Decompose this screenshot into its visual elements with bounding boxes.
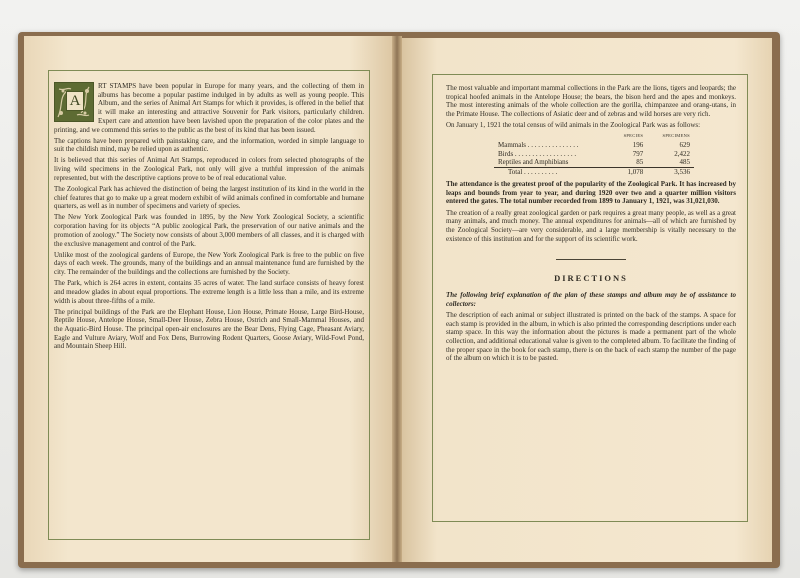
paragraph: The most valuable and important mammal collections in the Park are the lions, tigers and leopards; the tropical hoofed animals in the Antelope House; the bears, the bison herd and the apes and monkeys. The most interesting animals of the whole collection are the gorilla, chimpanzee and orang-utans, in the Primate House. The collections of Asiatic deer and of zebras and wild horses are very rich. xyxy=(446,84,736,119)
census-specimens: 485 xyxy=(679,158,690,166)
paragraph: On January 1, 1921 the total census of wild animals in the Zoological Park was as follows: xyxy=(446,121,701,130)
census-total-specimens: 3,536 xyxy=(647,167,694,176)
paragraph: It is believed that this series of Animal Art Stamps, reproduced in colors from selected photographs of the living wild specimens in the Zoological Park, not only will give a truthful impression of the animals represented, but with the descriptive captions prove to be of real educational value. xyxy=(54,156,364,182)
table-row: Birds . . . . . . . . . . . . . . . . . . 797 2,422 xyxy=(494,150,694,159)
table-row: Total . . . . . . . . . . 1,078 3,536 xyxy=(494,167,694,176)
right-page-text xyxy=(446,84,736,365)
drop-cap-letter: A xyxy=(66,91,84,111)
census-table xyxy=(494,132,694,176)
census-header-specimens: SPECIMENS xyxy=(662,133,690,139)
census-total-label: Total xyxy=(508,167,523,176)
paragraph-attendance: The attendance is the greatest proof of the popularity of the Zoological Park. It has increased by leaps and bounds from year to year, and during 1920 over two and a quarter million visitors entered the gates. The total number recorded from 1899 to January 1, 1921, was 31,021,030. xyxy=(446,180,736,206)
divider xyxy=(556,259,626,260)
census-header-species: SPECIES xyxy=(623,133,644,139)
census-species: 797 xyxy=(632,149,644,158)
paragraph: The New York Zoological Park was founded in 1895, by the New York Zoological Society, a scientific corporation having for its objects “A public zoological Park, the preservation of our native animals and the promotion of zoology.” The Society now consists of about 3,000 members of all classes, and it is charged with the exclusive management and control of the Park. xyxy=(54,213,364,248)
paragraph: The Park, which is 264 acres in extent, contains 35 acres of water. The land surface consists of heavy forest and meadow glades in about equal proportions. The extreme length is a little less than a mile, and its extreme width is about three-fifths of a mile. xyxy=(54,279,364,305)
book-gutter xyxy=(392,36,402,562)
directions-intro: The following brief explanation of the plan of these stamps and album may be of assistance to collectors: xyxy=(446,291,736,308)
paragraph: The captions have been prepared with painstaking care, and the information, worded in simple language to suit the childish mind, may be relied upon as authentic. xyxy=(54,136,364,154)
left-page-text xyxy=(54,82,364,354)
paragraph: The description of each animal or subject illustrated is printed on the back of the stamps. A space for each stamp is provided in the album, in which is also printed the corresponding descriptions under each stamp space. In this way the information about the pictures is made a permanent part of the whole collection, and additional educational value is given to the completed album. To facilitate the finding of the proper space in the book for each stamp, there is on the back of each stamp the number of the page of the album on which it is to be pasted. xyxy=(446,310,736,363)
census-label: Mammals xyxy=(498,141,526,149)
census-label: Reptiles and Amphibians xyxy=(498,158,569,166)
census-label: Birds xyxy=(498,149,514,158)
directions-heading: DIRECTIONS xyxy=(554,273,628,284)
paragraph: The Zoological Park has achieved the distinction of being the largest institution of its kind in the world in the chief features that go to make up a great modern exhibit of wild animals confined in comfortable and humane quarters, as well as in number of specimens and variety of species. xyxy=(54,184,364,211)
census-species: 85 xyxy=(636,158,644,166)
paragraph: Unlike most of the zoological gardens of Europe, the New York Zoological Park is free to the public on five days of each week. The grounds, many of the buildings and an annual maintenance fund are furnished by the city. The remainder of the buildings and the collections are furnished by the Society. xyxy=(54,250,364,277)
census-specimens: 629 xyxy=(679,141,690,149)
paragraph: The principal buildings of the Park are the Elephant House, Lion House, Primate House, Large Bird-House, Reptile House, Antelope House, Small-Deer House, Zebra House, Ostrich and Small-Mammal Houses, and the Aquatic-Bird House. The principal open-air enclosures are the Bear Dens, Flying Cage, Pheasant Aviary, Eagle and Vulture Aviary, Wolf and Fox Dens, Burrowing Rodent Quarters, Goose Aviary, Wild-Fowl Pond, and Mountain Sheep Hill. xyxy=(54,307,364,351)
table-row: Mammals . . . . . . . . . . . . . . . 196 629 xyxy=(494,141,694,150)
table-row xyxy=(494,158,694,167)
paragraph: RT STAMPS have been popular in Europe for many years, and the collecting of them in albums has become a popular pastime indulged in by adults as well as young people. This Album, and the series of Animal Art Stamps for which it provides, is offered in the belief that it will make an interesting and attractive Souvenir for Park visitors, particularly children. Expert care and attention have been lavished upon the preparation of the color plates and the printing, and we commend this series to the public as the best of its kind that has been issued. xyxy=(54,82,364,134)
census-specimens: 2,422 xyxy=(674,149,690,158)
drop-cap-ornament xyxy=(54,82,94,122)
census-species: 196 xyxy=(632,141,644,149)
paragraph: The creation of a really great zoological garden or park requires a great many people, as well as a great many animals, and much money. The annual expenditures for animals—all of which are furnished by the Zoological Society—are very considerable, and a large membership is vitally necessary to the existence of this institution and for the support of its scientific work. xyxy=(446,208,736,243)
census-total-species: 1,078 xyxy=(611,167,647,176)
